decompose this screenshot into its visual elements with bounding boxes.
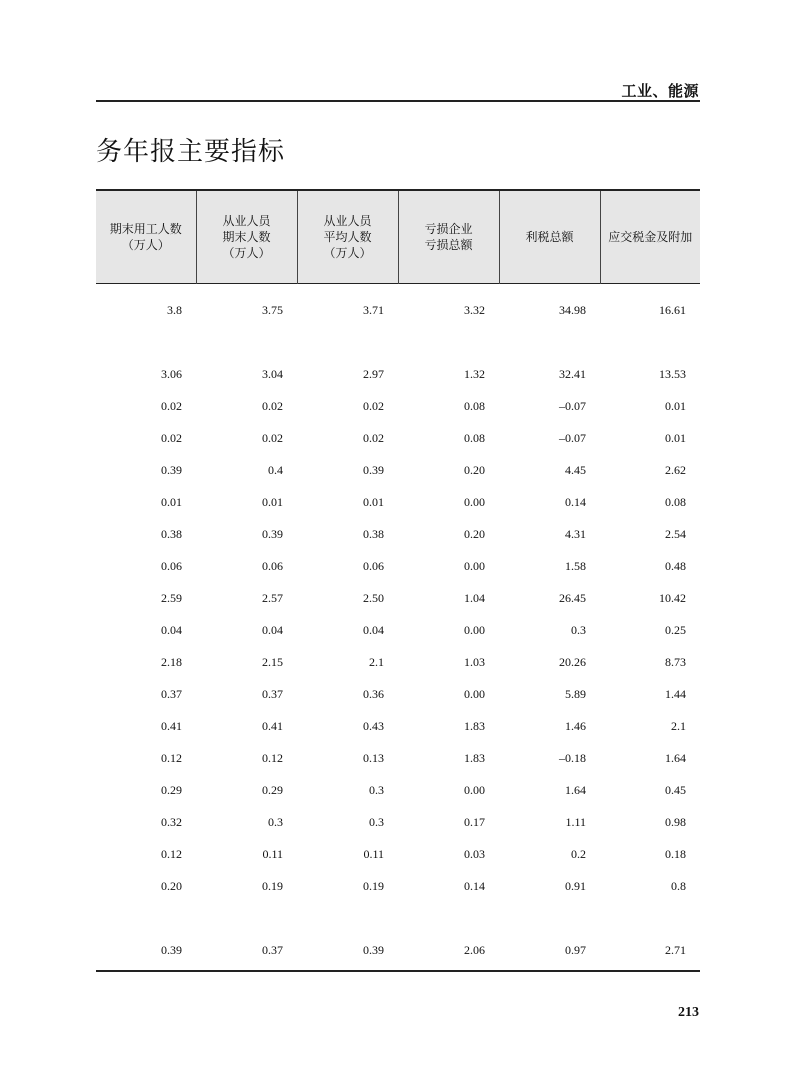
- table-cell: 2.57: [262, 590, 283, 605]
- table-cell: 0.14: [565, 494, 586, 509]
- table-cell: 2.15: [262, 654, 283, 669]
- table-body: [96, 284, 700, 967]
- table-cell: 20.26: [559, 654, 586, 669]
- table-row: [96, 742, 700, 774]
- table-header: [96, 190, 700, 284]
- table-row: [96, 870, 700, 902]
- column-header: [499, 190, 600, 284]
- column-header-line: （万人）: [323, 246, 372, 260]
- table-cell: 1.64: [565, 782, 586, 797]
- table-cell: 2.06: [464, 942, 485, 957]
- table-cell: [297, 326, 398, 358]
- table-cell: 0.11: [363, 846, 384, 861]
- table-cell: 0.4: [268, 462, 283, 477]
- table-cell: [600, 902, 700, 934]
- table-cell: 0.38: [161, 526, 182, 541]
- table-cell: 34.98: [559, 302, 586, 317]
- table-cell: 0.04: [363, 622, 384, 637]
- table-cell: 1.04: [464, 590, 485, 605]
- table-cell: 32.41: [559, 366, 586, 381]
- table-cell: 0.91: [565, 878, 586, 893]
- page-number: 213: [678, 1005, 699, 1020]
- table-row: [96, 454, 700, 486]
- column-header-line: 期末用工人数: [109, 222, 182, 236]
- table-cell: 1.83: [464, 718, 485, 733]
- table-cell: –0.07: [559, 398, 586, 413]
- column-header-line: 从业人员: [323, 214, 372, 228]
- table-cell: 0.39: [262, 526, 283, 541]
- table-cell: 1.58: [565, 558, 586, 573]
- table-row: [96, 284, 700, 327]
- table-cell: [196, 902, 297, 934]
- table-row: [96, 710, 700, 742]
- table-cell: 0.3: [268, 814, 283, 829]
- table-row: [96, 646, 700, 678]
- table-cell: 0.45: [665, 782, 686, 797]
- section-label: 工业、能源: [621, 82, 699, 100]
- table-cell: 0.18: [665, 846, 686, 861]
- table-cell: 26.45: [559, 590, 586, 605]
- column-header-line: 亏损总额: [424, 238, 473, 252]
- table-cell: 0.2: [571, 846, 586, 861]
- table-cell: 0.3: [369, 782, 384, 797]
- column-header: [297, 190, 398, 284]
- table-cell: 0.04: [161, 622, 182, 637]
- table-cell: 0.08: [665, 494, 686, 509]
- table-cell: 5.89: [565, 686, 586, 701]
- table-cell: 0.13: [363, 750, 384, 765]
- table-cell: 0.48: [665, 558, 686, 573]
- table-cell: 1.03: [464, 654, 485, 669]
- table-cell: 2.50: [363, 590, 384, 605]
- column-header-line: 期末人数: [222, 230, 271, 244]
- table-cell: 0.29: [161, 782, 182, 797]
- column-header-line: 利税总额: [525, 230, 574, 244]
- table-cell: [96, 326, 196, 358]
- column-header-line: （万人）: [121, 238, 170, 252]
- table-row: [96, 614, 700, 646]
- column-header-line: 应交税金及附加: [608, 230, 693, 244]
- table-cell: [600, 326, 700, 358]
- table-cell: 0.41: [161, 718, 182, 733]
- table-row: [96, 390, 700, 422]
- table-cell: 0.08: [464, 398, 485, 413]
- table-cell: [398, 902, 499, 934]
- table-cell: 0.02: [161, 398, 182, 413]
- top-rule: [96, 100, 700, 102]
- table-row: [96, 806, 700, 838]
- table-cell: 0.43: [363, 718, 384, 733]
- table-cell: 0.36: [363, 686, 384, 701]
- table-cell: 0.25: [665, 622, 686, 637]
- table-cell: 0.41: [262, 718, 283, 733]
- table-cell: 0.17: [464, 814, 485, 829]
- table-cell: 3.06: [161, 366, 182, 381]
- column-header: [600, 190, 700, 284]
- table-cell: 0.08: [464, 430, 485, 445]
- table-cell: 1.32: [464, 366, 485, 381]
- table-cell: 0.00: [464, 622, 485, 637]
- table-cell: 0.39: [363, 942, 384, 957]
- table-cell: 0.04: [262, 622, 283, 637]
- table-cell: 0.38: [363, 526, 384, 541]
- table-cell: 0.32: [161, 814, 182, 829]
- column-header-line: 亏损企业: [424, 222, 473, 236]
- table-cell: 13.53: [659, 366, 686, 381]
- table-cell: 0.06: [161, 558, 182, 573]
- table-cell: 2.97: [363, 366, 384, 381]
- table-cell: 0.00: [464, 686, 485, 701]
- table-cell: 0.19: [363, 878, 384, 893]
- table-cell: 4.31: [565, 526, 586, 541]
- table-cell: 0.98: [665, 814, 686, 829]
- table-cell: 0.14: [464, 878, 485, 893]
- table-row: [96, 774, 700, 806]
- bottom-rule: [96, 970, 700, 972]
- table-row: [96, 326, 700, 358]
- indicator-table: [96, 189, 700, 966]
- table-cell: 2.1: [369, 654, 384, 669]
- table-cell: 0.01: [665, 430, 686, 445]
- table-cell: 0.00: [464, 558, 485, 573]
- column-header: [196, 190, 297, 284]
- table-cell: 0.3: [369, 814, 384, 829]
- table-cell: 0.02: [262, 430, 283, 445]
- table-cell: 0.12: [161, 750, 182, 765]
- table-row: [96, 550, 700, 582]
- table-row: [96, 582, 700, 614]
- table-cell: 0.02: [161, 430, 182, 445]
- table-cell: 0.00: [464, 494, 485, 509]
- table-cell: 1.83: [464, 750, 485, 765]
- table-cell: 1.64: [665, 750, 686, 765]
- table-cell: 2.62: [665, 462, 686, 477]
- table-cell: 3.75: [262, 302, 283, 317]
- page-title: 务年报主要指标: [96, 137, 286, 167]
- table-cell: [297, 902, 398, 934]
- table-row: [96, 838, 700, 870]
- header-row: [96, 190, 700, 284]
- table-cell: 0.06: [363, 558, 384, 573]
- table-cell: 2.18: [161, 654, 182, 669]
- table-cell: 0.01: [363, 494, 384, 509]
- table-cell: 3.71: [363, 302, 384, 317]
- table-cell: 1.46: [565, 718, 586, 733]
- table-cell: 3.32: [464, 302, 485, 317]
- table-cell: 0.20: [161, 878, 182, 893]
- table-cell: 0.97: [565, 942, 586, 957]
- table-cell: 0.02: [363, 398, 384, 413]
- table-cell: [499, 902, 600, 934]
- table-cell: 0.02: [262, 398, 283, 413]
- table-cell: 0.00: [464, 782, 485, 797]
- table-cell: 0.29: [262, 782, 283, 797]
- table-cell: [499, 326, 600, 358]
- column-header-line: （万人）: [222, 246, 271, 260]
- table-cell: [196, 326, 297, 358]
- table-cell: 0.03: [464, 846, 485, 861]
- table-cell: 0.39: [161, 942, 182, 957]
- table-row: [96, 902, 700, 934]
- table-cell: 16.61: [659, 302, 686, 317]
- column-header-line: 平均人数: [323, 230, 372, 244]
- table-cell: 0.19: [262, 878, 283, 893]
- table-row: [96, 678, 700, 710]
- table-cell: 10.42: [659, 590, 686, 605]
- table-cell: 0.12: [262, 750, 283, 765]
- table-cell: 4.45: [565, 462, 586, 477]
- column-header-line: 从业人员: [222, 214, 271, 228]
- table-cell: 2.1: [671, 718, 686, 733]
- table-cell: 3.04: [262, 366, 283, 381]
- column-header: [96, 190, 196, 284]
- table-cell: 1.11: [565, 814, 586, 829]
- table-cell: 0.39: [363, 462, 384, 477]
- table-row: [96, 358, 700, 390]
- table-cell: 8.73: [665, 654, 686, 669]
- table-cell: 3.8: [167, 302, 182, 317]
- table-cell: 0.01: [665, 398, 686, 413]
- table-cell: 0.37: [262, 942, 283, 957]
- table-cell: 0.8: [671, 878, 686, 893]
- table-cell: 1.44: [665, 686, 686, 701]
- table-cell: 2.59: [161, 590, 182, 605]
- table-row: [96, 934, 700, 966]
- table-cell: 0.20: [464, 462, 485, 477]
- table-cell: 0.20: [464, 526, 485, 541]
- table-row: [96, 486, 700, 518]
- table-cell: 0.12: [161, 846, 182, 861]
- table-row: [96, 422, 700, 454]
- table-cell: 0.01: [161, 494, 182, 509]
- table-cell: 0.02: [363, 430, 384, 445]
- column-header: [398, 190, 499, 284]
- table-cell: [96, 902, 196, 934]
- table-cell: 0.11: [262, 846, 283, 861]
- table-cell: 0.37: [262, 686, 283, 701]
- table-cell: –0.18: [559, 750, 586, 765]
- table-cell: 0.3: [571, 622, 586, 637]
- table-cell: 0.06: [262, 558, 283, 573]
- table-cell: –0.07: [559, 430, 586, 445]
- table-cell: 0.39: [161, 462, 182, 477]
- table-cell: 0.37: [161, 686, 182, 701]
- table-cell: 2.71: [665, 942, 686, 957]
- table-row: [96, 518, 700, 550]
- table-cell: 2.54: [665, 526, 686, 541]
- table-cell: 0.01: [262, 494, 283, 509]
- table-cell: [398, 326, 499, 358]
